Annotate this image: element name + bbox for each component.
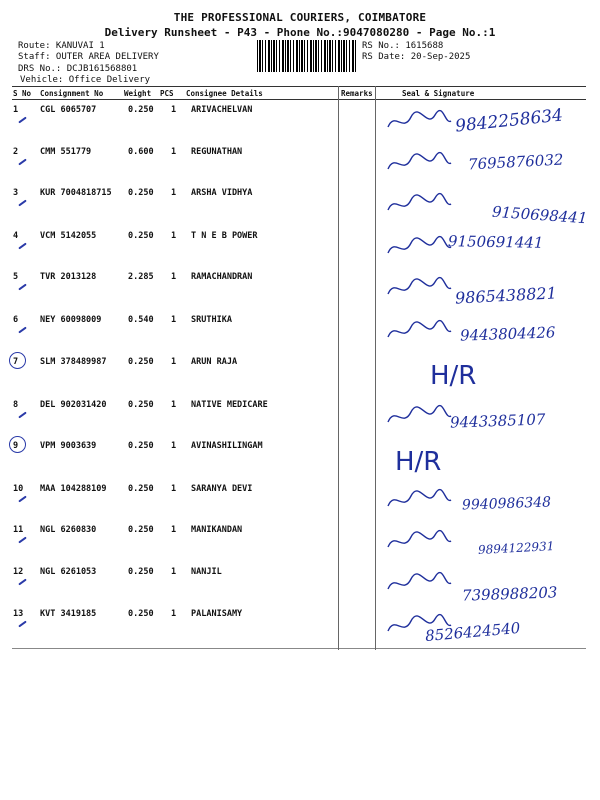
consignee-name: MANIKANDAN (191, 525, 243, 535)
runsheet-subtitle: Delivery Runsheet - P43 - Phone No.:9047080280 - Page No.:1 (104, 26, 496, 39)
consignment-number: VPM 9003639 (40, 441, 97, 451)
signature-scribble (383, 317, 453, 347)
col-pcs: PCS (160, 89, 174, 98)
handwritten-signature: 8526424540 (424, 618, 522, 646)
handwritten-signature: 9443804426 (459, 323, 556, 345)
tick-mark (18, 243, 27, 250)
pieces-count: 1 (171, 441, 177, 451)
consignee-name: T N E B POWER (191, 231, 258, 241)
tick-mark (18, 327, 27, 334)
consignee-name: ARIVACHELVAN (191, 105, 253, 115)
rs-number: RS No.: 1615688 (362, 41, 444, 51)
pieces-count: 1 (171, 400, 177, 410)
weight-value: 0.540 (128, 315, 154, 325)
pieces-count: 1 (171, 357, 177, 367)
pieces-count: 1 (171, 231, 177, 241)
consignment-number: VCM 5142055 (40, 231, 97, 241)
signature-scribble (383, 402, 453, 432)
table-row (0, 353, 600, 393)
col-consignee: Consignee Details (186, 89, 263, 98)
weight-value: 0.250 (128, 105, 154, 115)
table-row (0, 521, 600, 561)
serial-number: 13 (13, 609, 24, 619)
table-header-border (12, 99, 586, 100)
consignee-name: REGUNATHAN (191, 147, 243, 157)
handwritten-signature: 9865438821 (454, 283, 558, 308)
staff-label: Staff: OUTER AREA DELIVERY (18, 52, 159, 62)
serial-number: 1 (13, 105, 19, 115)
weight-value: 0.250 (128, 188, 154, 198)
consignee-name: ARSHA VIDHYA (191, 188, 253, 198)
consignment-number: NGL 6261053 (40, 567, 97, 577)
circle-mark (9, 436, 26, 453)
table-row (0, 227, 600, 267)
consignment-number: SLM 378489987 (40, 357, 107, 367)
consignee-name: NANJIL (191, 567, 222, 577)
consignee-name: ARUN RAJA (191, 357, 238, 367)
consignment-number: NGL 6260830 (40, 525, 97, 535)
signature-scribble (383, 190, 453, 220)
signature-scribble (383, 233, 453, 263)
serial-number: 11 (13, 525, 24, 535)
serial-number: 4 (13, 231, 19, 241)
signature-scribble (383, 149, 453, 179)
tick-mark (18, 284, 27, 291)
consignment-number: TVR 2013128 (40, 272, 97, 282)
signature-scribble (383, 107, 453, 137)
signature-scribble (383, 486, 453, 516)
pieces-count: 1 (171, 315, 177, 325)
signature-scribble (383, 611, 453, 641)
consignee-name: AVINASHILINGAM (191, 441, 263, 451)
signature-scribble (383, 274, 453, 304)
handwritten-signature: 7695876032 (467, 150, 564, 174)
drs-label: DRS No.: DCJB161568801 (18, 64, 138, 74)
rs-date: RS Date: 20-Sep-2025 (362, 52, 471, 62)
tick-mark (18, 621, 27, 628)
weight-value: 0.600 (128, 147, 154, 157)
pieces-count: 1 (171, 484, 177, 494)
table-row (0, 563, 600, 603)
tick-mark (18, 579, 27, 586)
tick-mark (18, 200, 27, 207)
weight-value: 0.250 (128, 400, 154, 410)
route-label: Route: KANUVAI 1 (18, 41, 105, 51)
handwritten-signature: 9894122931 (477, 539, 555, 557)
serial-number: 7 (13, 357, 19, 367)
consignment-number: MAA 104288109 (40, 484, 107, 494)
col-seal-signature: Seal & Signature (402, 89, 475, 98)
table-top-border (12, 86, 586, 87)
pieces-count: 1 (171, 609, 177, 619)
pieces-count: 1 (171, 188, 177, 198)
handwritten-signature: 9940986348 (461, 494, 552, 514)
tick-mark (18, 159, 27, 166)
table-bottom-border (12, 648, 586, 649)
serial-number: 2 (13, 147, 19, 157)
tick-mark (18, 537, 27, 544)
vehicle-label: Vehicle: Office Delivery (20, 75, 151, 85)
table-row (0, 311, 600, 351)
serial-number: 5 (13, 272, 19, 282)
table-row (0, 143, 600, 183)
handwritten-signature: H/R (430, 361, 477, 391)
table-row (0, 396, 600, 436)
table-row (0, 605, 600, 645)
consignee-name: PALANISAMY (191, 609, 243, 619)
consignee-name: SARANYA DEVI (191, 484, 253, 494)
tick-mark (18, 117, 27, 124)
pieces-count: 1 (171, 272, 177, 282)
consignment-number: CMM 551779 (40, 147, 92, 157)
table-row (0, 101, 600, 141)
pieces-count: 1 (171, 105, 177, 115)
weight-value: 0.250 (128, 441, 154, 451)
handwritten-signature: 9443385107 (449, 410, 546, 432)
weight-value: 0.250 (128, 609, 154, 619)
serial-number: 8 (13, 400, 19, 410)
handwritten-signature: H/R (395, 447, 442, 477)
table-row (0, 437, 600, 477)
barcode (257, 40, 357, 72)
consignment-number: DEL 902031420 (40, 400, 107, 410)
serial-number: 3 (13, 188, 19, 198)
tick-mark (18, 496, 27, 503)
col-consignment: Consignment No (40, 89, 104, 98)
handwritten-signature: 9150698441 (491, 202, 588, 228)
company-title: THE PROFESSIONAL COURIERS, COIMBATORE (173, 11, 427, 24)
consignee-name: RAMACHANDRAN (191, 272, 253, 282)
consignment-number: KVT 3419185 (40, 609, 97, 619)
serial-number: 6 (13, 315, 19, 325)
signature-scribble (383, 527, 453, 557)
consignment-number: CGL 6065707 (40, 105, 97, 115)
weight-value: 0.250 (128, 567, 154, 577)
consignment-number: NEY 60098009 (40, 315, 102, 325)
weight-value: 0.250 (128, 525, 154, 535)
table-row (0, 268, 600, 308)
consignment-number: KUR 7004818715 (40, 188, 112, 198)
handwritten-signature: 7398988203 (461, 583, 558, 605)
consignee-name: SRUTHIKA (191, 315, 232, 325)
pieces-count: 1 (171, 525, 177, 535)
col-remarks: Remarks (341, 89, 373, 98)
weight-value: 2.285 (128, 272, 154, 282)
col-weight: Weight (124, 89, 152, 98)
signature-scribble (383, 569, 453, 599)
serial-number: 10 (13, 484, 24, 494)
weight-value: 0.250 (128, 231, 154, 241)
consignee-name: NATIVE MEDICARE (191, 400, 268, 410)
pieces-count: 1 (171, 147, 177, 157)
handwritten-signature: 9150691441 (447, 232, 544, 252)
serial-number: 12 (13, 567, 24, 577)
weight-value: 0.250 (128, 357, 154, 367)
table-row (0, 184, 600, 228)
tick-mark (18, 412, 27, 419)
handwritten-signature: 9842258634 (454, 105, 564, 137)
pieces-count: 1 (171, 567, 177, 577)
col-sno: S No (13, 89, 32, 98)
weight-value: 0.250 (128, 484, 154, 494)
circle-mark (9, 352, 26, 369)
serial-number: 9 (13, 441, 19, 451)
table-row (0, 480, 600, 520)
